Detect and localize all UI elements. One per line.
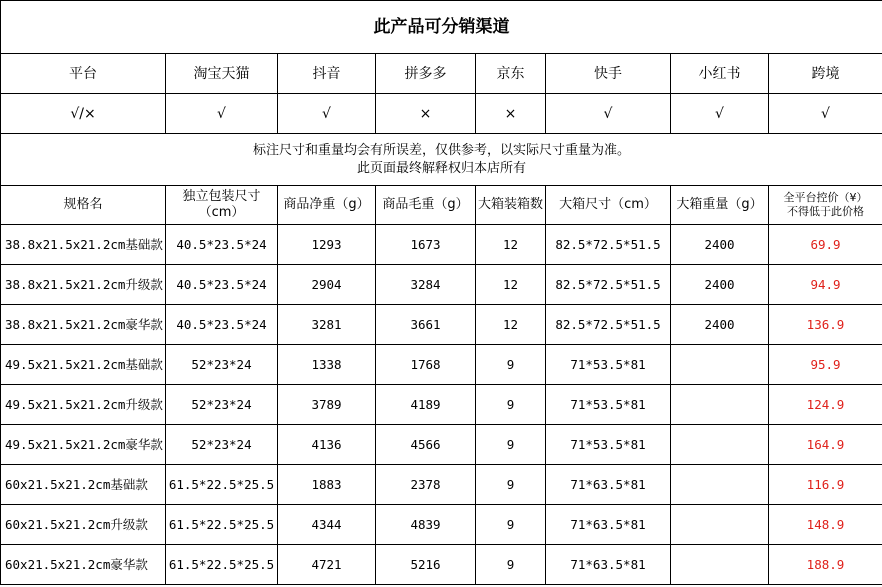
cell-gross-weight: 4566 (376, 425, 476, 465)
cell-gross-weight: 3661 (376, 305, 476, 345)
cell-pack-size: 61.5*22.5*25.5 (166, 465, 278, 505)
cell-pack-size: 52*23*24 (166, 345, 278, 385)
cell-box-count: 9 (476, 425, 546, 465)
platform-label: 平台 (1, 54, 166, 94)
cell-pack-size: 52*23*24 (166, 385, 278, 425)
platform-xiaohongshu: 小红书 (671, 54, 769, 94)
header-gross-weight: 商品毛重（g） (376, 186, 476, 225)
cell-box-size: 71*53.5*81 (546, 345, 671, 385)
availability-legend: √/× (1, 94, 166, 134)
header-box-count: 大箱装箱数 (476, 186, 546, 225)
platform-douyin: 抖音 (278, 54, 376, 94)
cell-box-weight (671, 385, 769, 425)
table-row (1, 385, 882, 425)
cell-pack-size: 61.5*22.5*25.5 (166, 545, 278, 585)
cell-spec: 60x21.5x21.2cm升级款 (1, 505, 166, 545)
cell-box-count: 9 (476, 345, 546, 385)
cell-net-weight: 3281 (278, 305, 376, 345)
header-spec: 规格名 (1, 186, 166, 225)
table-row (1, 545, 882, 585)
column-header-row (1, 186, 882, 225)
header-box-size: 大箱尺寸（cm） (546, 186, 671, 225)
cell-gross-weight: 3284 (376, 265, 476, 305)
platform-jd: 京东 (476, 54, 546, 94)
cell-box-weight: 2400 (671, 265, 769, 305)
cell-pack-size: 52*23*24 (166, 425, 278, 465)
table-row (1, 225, 882, 265)
check-icon: √ (769, 94, 882, 134)
cell-spec: 38.8x21.5x21.2cm基础款 (1, 225, 166, 265)
cell-gross-weight: 4189 (376, 385, 476, 425)
table-row (1, 265, 882, 305)
cell-price: 148.9 (769, 505, 882, 545)
cell-box-count: 9 (476, 465, 546, 505)
cell-gross-weight: 4839 (376, 505, 476, 545)
cell-box-weight (671, 505, 769, 545)
cell-box-weight (671, 465, 769, 505)
cell-box-size: 71*63.5*81 (546, 545, 671, 585)
disclaimer-note (1, 134, 882, 186)
cell-box-weight: 2400 (671, 305, 769, 345)
cell-box-size: 82.5*72.5*51.5 (546, 265, 671, 305)
cell-price: 69.9 (769, 225, 882, 265)
check-icon: √ (278, 94, 376, 134)
cell-gross-weight: 1768 (376, 345, 476, 385)
cell-price: 94.9 (769, 265, 882, 305)
cell-spec: 60x21.5x21.2cm豪华款 (1, 545, 166, 585)
platform-taobao: 淘宝天猫 (166, 54, 278, 94)
cell-net-weight: 4136 (278, 425, 376, 465)
cell-gross-weight: 2378 (376, 465, 476, 505)
cell-box-count: 9 (476, 545, 546, 585)
cell-box-count: 9 (476, 505, 546, 545)
cell-box-size: 82.5*72.5*51.5 (546, 225, 671, 265)
cell-box-size: 82.5*72.5*51.5 (546, 305, 671, 345)
cell-net-weight: 2904 (278, 265, 376, 305)
cell-spec: 49.5x21.5x21.2cm升级款 (1, 385, 166, 425)
cell-box-count: 12 (476, 225, 546, 265)
disclaimer-line-2: 此页面最终解释权归本店所有 (356, 160, 526, 176)
cell-box-count: 12 (476, 305, 546, 345)
cell-box-count: 9 (476, 385, 546, 425)
header-price-line-2: 不得低于此价格 (787, 205, 864, 218)
cell-gross-weight: 1673 (376, 225, 476, 265)
platform-crossborder: 跨境 (769, 54, 882, 94)
header-box-weight: 大箱重量（g） (671, 186, 769, 225)
cell-spec: 38.8x21.5x21.2cm豪华款 (1, 305, 166, 345)
disclaimer-line-1: 标注尺寸和重量均会有所误差，仅供参考，以实际尺寸重量为准。 (252, 142, 630, 158)
cross-icon: × (376, 94, 476, 134)
header-price (769, 186, 882, 225)
platform-row (1, 54, 882, 94)
cell-pack-size: 40.5*23.5*24 (166, 265, 278, 305)
platform-pinduoduo: 拼多多 (376, 54, 476, 94)
cell-price: 124.9 (769, 385, 882, 425)
table-row (1, 505, 882, 545)
cell-box-size: 71*63.5*81 (546, 505, 671, 545)
check-icon: √ (166, 94, 278, 134)
cell-price: 136.9 (769, 305, 882, 345)
cell-box-weight (671, 425, 769, 465)
cell-box-weight (671, 345, 769, 385)
cell-box-weight: 2400 (671, 225, 769, 265)
cell-net-weight: 3789 (278, 385, 376, 425)
cell-box-size: 71*53.5*81 (546, 385, 671, 425)
header-pack-size: 独立包装尺寸（cm） (166, 186, 278, 225)
cell-net-weight: 1293 (278, 225, 376, 265)
cell-spec: 49.5x21.5x21.2cm豪华款 (1, 425, 166, 465)
cell-box-count: 12 (476, 265, 546, 305)
cross-icon: × (476, 94, 546, 134)
cell-gross-weight: 5216 (376, 545, 476, 585)
cell-net-weight: 1338 (278, 345, 376, 385)
cell-price: 95.9 (769, 345, 882, 385)
table-title: 此产品可分销渠道 (1, 1, 882, 54)
cell-net-weight: 4721 (278, 545, 376, 585)
check-icon: √ (671, 94, 769, 134)
header-net-weight: 商品净重（g） (278, 186, 376, 225)
table-row (1, 425, 882, 465)
availability-row (1, 94, 882, 134)
platform-kuaishou: 快手 (546, 54, 671, 94)
cell-spec: 38.8x21.5x21.2cm升级款 (1, 265, 166, 305)
header-price-line-1: 全平台控价（¥） (783, 191, 868, 204)
table-row (1, 305, 882, 345)
cell-spec: 60x21.5x21.2cm基础款 (1, 465, 166, 505)
cell-net-weight: 1883 (278, 465, 376, 505)
cell-pack-size: 61.5*22.5*25.5 (166, 505, 278, 545)
cell-box-size: 71*63.5*81 (546, 465, 671, 505)
table-row (1, 345, 882, 385)
table-row (1, 465, 882, 505)
cell-pack-size: 40.5*23.5*24 (166, 225, 278, 265)
cell-spec: 49.5x21.5x21.2cm基础款 (1, 345, 166, 385)
cell-net-weight: 4344 (278, 505, 376, 545)
check-icon: √ (546, 94, 671, 134)
cell-price: 164.9 (769, 425, 882, 465)
cell-price: 188.9 (769, 545, 882, 585)
cell-box-weight (671, 545, 769, 585)
cell-box-size: 71*53.5*81 (546, 425, 671, 465)
cell-pack-size: 40.5*23.5*24 (166, 305, 278, 345)
cell-price: 116.9 (769, 465, 882, 505)
